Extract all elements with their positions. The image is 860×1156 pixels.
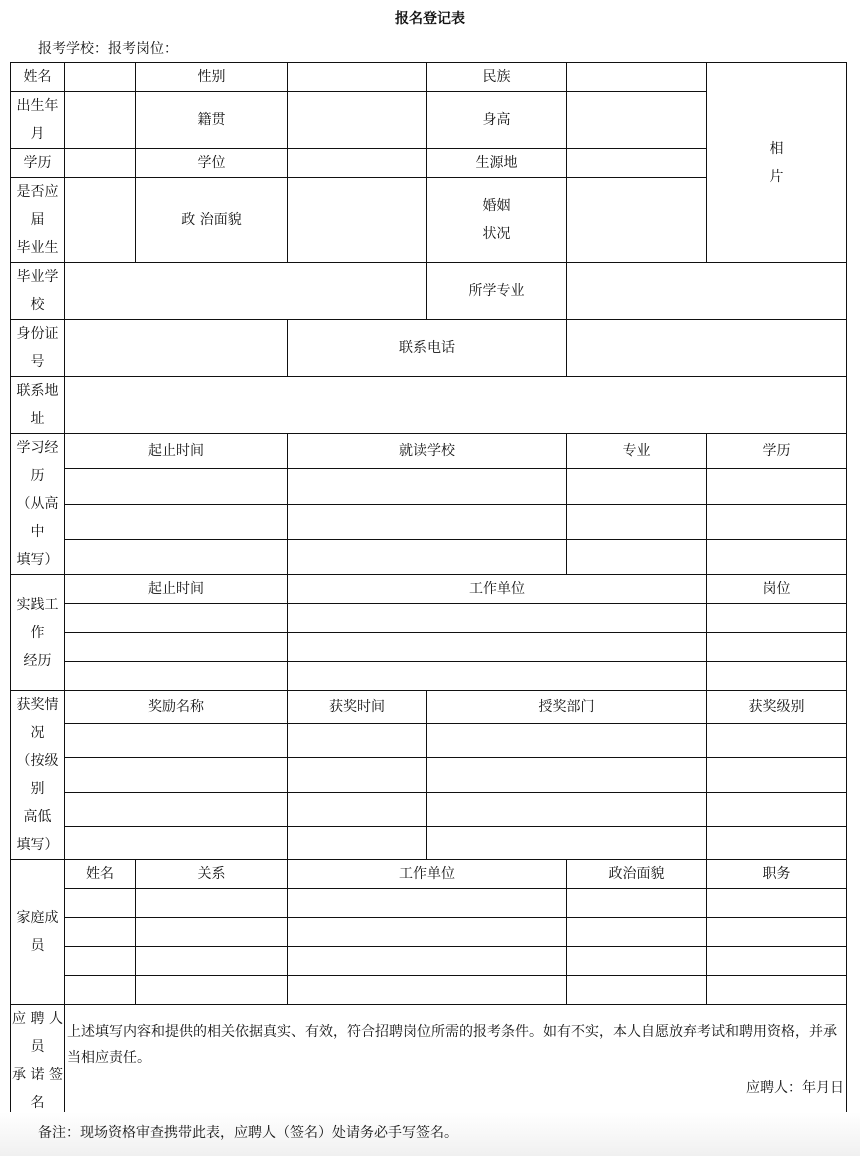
work-period-cell[interactable]: [65, 633, 288, 662]
family-political-cell[interactable]: [567, 976, 707, 1005]
grad-school-label-line: 毕业学: [16, 269, 59, 285]
study-row: [11, 504, 847, 539]
degree-field[interactable]: [288, 149, 427, 178]
family-political-cell[interactable]: [567, 918, 707, 947]
work-position-cell[interactable]: [707, 604, 847, 633]
political-field[interactable]: [288, 178, 427, 263]
awards-level-cell[interactable]: [707, 724, 847, 758]
awards-header-level: 获奖级别: [707, 691, 847, 724]
education-field[interactable]: [65, 149, 136, 178]
fresh-grad-label-line: 届: [30, 212, 45, 228]
study-section-label: [11, 434, 65, 575]
photo-label-2: 片: [769, 168, 784, 185]
height-field[interactable]: [567, 92, 707, 149]
family-row: [11, 976, 847, 1005]
family-name-cell[interactable]: [65, 947, 136, 976]
study-major-cell[interactable]: [567, 469, 707, 504]
family-relation-cell[interactable]: [136, 918, 288, 947]
awards-name-cell[interactable]: [65, 792, 288, 826]
work-label-line: 作: [30, 624, 45, 641]
political-label: 政 治面貌: [136, 178, 288, 263]
family-row: [11, 947, 847, 976]
study-education-cell[interactable]: [707, 539, 847, 574]
work-header-period: 起止时间: [65, 575, 288, 604]
ethnicity-label: 民族: [427, 63, 567, 92]
awards-level-cell[interactable]: [707, 826, 847, 859]
awards-issuer-cell[interactable]: [427, 758, 707, 792]
address-label-line: 址: [30, 411, 45, 427]
awards-row: [11, 792, 847, 826]
marital-label-line: 婚姻: [482, 198, 511, 214]
awards-section-label: [11, 691, 65, 860]
work-row: [11, 633, 847, 662]
grad-school-label-line: 校: [30, 297, 45, 313]
study-label-line: 填写）: [16, 552, 59, 568]
major-field[interactable]: [567, 263, 847, 320]
study-major-cell[interactable]: [567, 539, 707, 574]
pledge-label-line: 名: [30, 1095, 45, 1111]
study-period-cell[interactable]: [65, 469, 288, 504]
name-field[interactable]: [65, 63, 136, 92]
awards-name-cell[interactable]: [65, 724, 288, 758]
school-position-line: 报考学校：报考岗位：: [38, 41, 178, 57]
grad-school-field[interactable]: [65, 263, 427, 320]
work-employer-cell[interactable]: [288, 662, 707, 691]
family-duty-cell[interactable]: [707, 947, 847, 976]
work-row: [11, 604, 847, 633]
awards-date-cell[interactable]: [288, 758, 427, 792]
family-duty-cell[interactable]: [707, 976, 847, 1005]
family-relation-cell[interactable]: [136, 976, 288, 1005]
awards-header-issuer: 授奖部门: [427, 691, 707, 724]
student-origin-field[interactable]: [567, 149, 707, 178]
awards-header-date: 获奖时间: [288, 691, 427, 724]
work-row: [11, 662, 847, 691]
form-title: 报名登记表: [395, 11, 465, 27]
id-number-label: [11, 320, 65, 377]
family-relation-cell[interactable]: [136, 947, 288, 976]
family-relation-cell[interactable]: [136, 889, 288, 918]
id-number-label-line: 号: [30, 354, 45, 370]
family-header-political: 政治面貌: [567, 860, 707, 889]
family-employer-cell[interactable]: [288, 947, 567, 976]
study-period-cell[interactable]: [65, 539, 288, 574]
study-row: [11, 469, 847, 504]
awards-issuer-cell[interactable]: [427, 792, 707, 826]
id-number-label-line: 身份证: [16, 326, 59, 342]
study-header-school: 就读学校: [288, 434, 567, 469]
study-header-major: 专业: [567, 434, 707, 469]
work-period-cell[interactable]: [65, 662, 288, 691]
awards-level-cell[interactable]: [707, 758, 847, 792]
awards-label-line: （按级: [16, 753, 59, 769]
pledge-label-line: 应 聘 人: [12, 1011, 63, 1027]
major-label: 所学专业: [427, 263, 567, 320]
work-employer-cell[interactable]: [288, 604, 707, 633]
family-employer-cell[interactable]: [288, 918, 567, 947]
work-employer-cell[interactable]: [288, 633, 707, 662]
study-major-cell[interactable]: [567, 504, 707, 539]
study-school-cell[interactable]: [288, 469, 567, 504]
name-label: 姓名: [11, 63, 65, 92]
study-education-cell[interactable]: [707, 504, 847, 539]
study-label-line: 学习经: [16, 440, 59, 456]
family-header-relation: 关系: [136, 860, 288, 889]
family-duty-cell[interactable]: [707, 918, 847, 947]
pledge-signature-line[interactable]: 应聘人：年月日: [746, 1080, 844, 1096]
work-header-employer: 工作单位: [288, 575, 707, 604]
study-education-cell[interactable]: [707, 469, 847, 504]
address-field[interactable]: [65, 377, 847, 434]
awards-label-line: 获奖情: [16, 697, 59, 713]
birth-label-line: 月: [30, 126, 45, 142]
study-school-cell[interactable]: [288, 539, 567, 574]
gender-field[interactable]: [288, 63, 427, 92]
registration-form: [10, 62, 847, 1118]
photo-label-1: 相: [769, 140, 784, 157]
native-place-label: 籍贯: [136, 92, 288, 149]
family-header-duty: 职务: [707, 860, 847, 889]
gender-label: 性别: [136, 63, 288, 92]
pledge-text: 上述填写内容和提供的相关依据真实、有效，符合招聘岗位所需的报考条件。如有不实，本人自愿放弃考试和聘用资格，并承当相应责任。: [67, 1024, 837, 1066]
family-header-employer: 工作单位: [288, 860, 567, 889]
family-label-line: 员: [30, 938, 45, 954]
awards-label-line: 况: [30, 725, 45, 741]
birth-label: [11, 92, 65, 149]
study-school-cell[interactable]: [288, 504, 567, 539]
awards-issuer-cell[interactable]: [427, 724, 707, 758]
work-header-position: 岗位: [707, 575, 847, 604]
family-employer-cell[interactable]: [288, 976, 567, 1005]
native-place-field[interactable]: [288, 92, 427, 149]
marital-field[interactable]: [567, 178, 707, 263]
study-row: [11, 539, 847, 574]
family-name-cell[interactable]: [65, 918, 136, 947]
birth-field[interactable]: [65, 92, 136, 149]
phone-field[interactable]: [567, 320, 847, 377]
photo-box[interactable]: [707, 63, 847, 263]
awards-row: [11, 758, 847, 792]
family-duty-cell[interactable]: [707, 889, 847, 918]
awards-name-cell[interactable]: [65, 758, 288, 792]
study-header-period: 起止时间: [65, 434, 288, 469]
fresh-grad-label-line: 毕业生: [16, 240, 59, 256]
pledge-statement: [65, 1005, 847, 1118]
family-political-cell[interactable]: [567, 947, 707, 976]
marital-label-line: 状况: [482, 226, 511, 242]
pledge-label-line: 承 诺 签: [12, 1067, 63, 1083]
degree-label: 学位: [136, 149, 288, 178]
work-section-label: [11, 575, 65, 691]
address-label: [11, 377, 65, 434]
pledge-label: [11, 1005, 65, 1118]
awards-name-cell[interactable]: [65, 826, 288, 859]
awards-label-line: 别: [30, 781, 45, 797]
family-row: [11, 889, 847, 918]
family-section-label: [11, 860, 65, 1005]
family-political-cell[interactable]: [567, 889, 707, 918]
family-name-cell[interactable]: [65, 889, 136, 918]
awards-level-cell[interactable]: [707, 792, 847, 826]
study-label-line: 中: [30, 524, 45, 540]
family-employer-cell[interactable]: [288, 889, 567, 918]
birth-label-line: 出生年: [16, 98, 59, 114]
marital-label: [427, 178, 567, 263]
fresh-grad-label: [11, 178, 65, 263]
family-row: [11, 918, 847, 947]
work-label-line: 实践工: [16, 596, 59, 613]
family-header-name: 姓名: [65, 860, 136, 889]
study-label-line: 历: [30, 468, 45, 484]
family-name-cell[interactable]: [65, 976, 136, 1005]
awards-date-cell[interactable]: [288, 724, 427, 758]
awards-date-cell[interactable]: [288, 792, 427, 826]
work-period-cell[interactable]: [65, 604, 288, 633]
awards-issuer-cell[interactable]: [427, 826, 707, 859]
awards-row: [11, 826, 847, 859]
phone-label: 联系电话: [288, 320, 567, 377]
address-label-line: 联系地: [16, 383, 59, 399]
awards-label-line: 高低: [23, 809, 52, 825]
study-header-education: 学历: [707, 434, 847, 469]
study-period-cell[interactable]: [65, 504, 288, 539]
pledge-label-line: 员: [30, 1039, 45, 1055]
work-position-cell[interactable]: [707, 633, 847, 662]
ethnicity-field[interactable]: [567, 63, 707, 92]
id-number-field[interactable]: [65, 320, 288, 377]
awards-row: [11, 724, 847, 758]
awards-date-cell[interactable]: [288, 826, 427, 859]
family-label-line: 家庭成: [16, 910, 59, 926]
student-origin-label: 生源地: [427, 149, 567, 178]
awards-header-name: 奖励名称: [65, 691, 288, 724]
fresh-grad-field[interactable]: [65, 178, 136, 263]
work-position-cell[interactable]: [707, 662, 847, 691]
height-label: 身高: [427, 92, 567, 149]
work-label-line: 经历: [23, 652, 52, 669]
grad-school-label: [11, 263, 65, 320]
study-label-line: （从高: [16, 496, 59, 512]
education-label: 学历: [11, 149, 65, 178]
footer-note: 备注：现场资格审查携带此表，应聘人（签名）处请务必手写签名。: [38, 1125, 458, 1141]
fresh-grad-label-line: 是否应: [16, 184, 59, 200]
awards-label-line: 填写）: [16, 837, 59, 853]
